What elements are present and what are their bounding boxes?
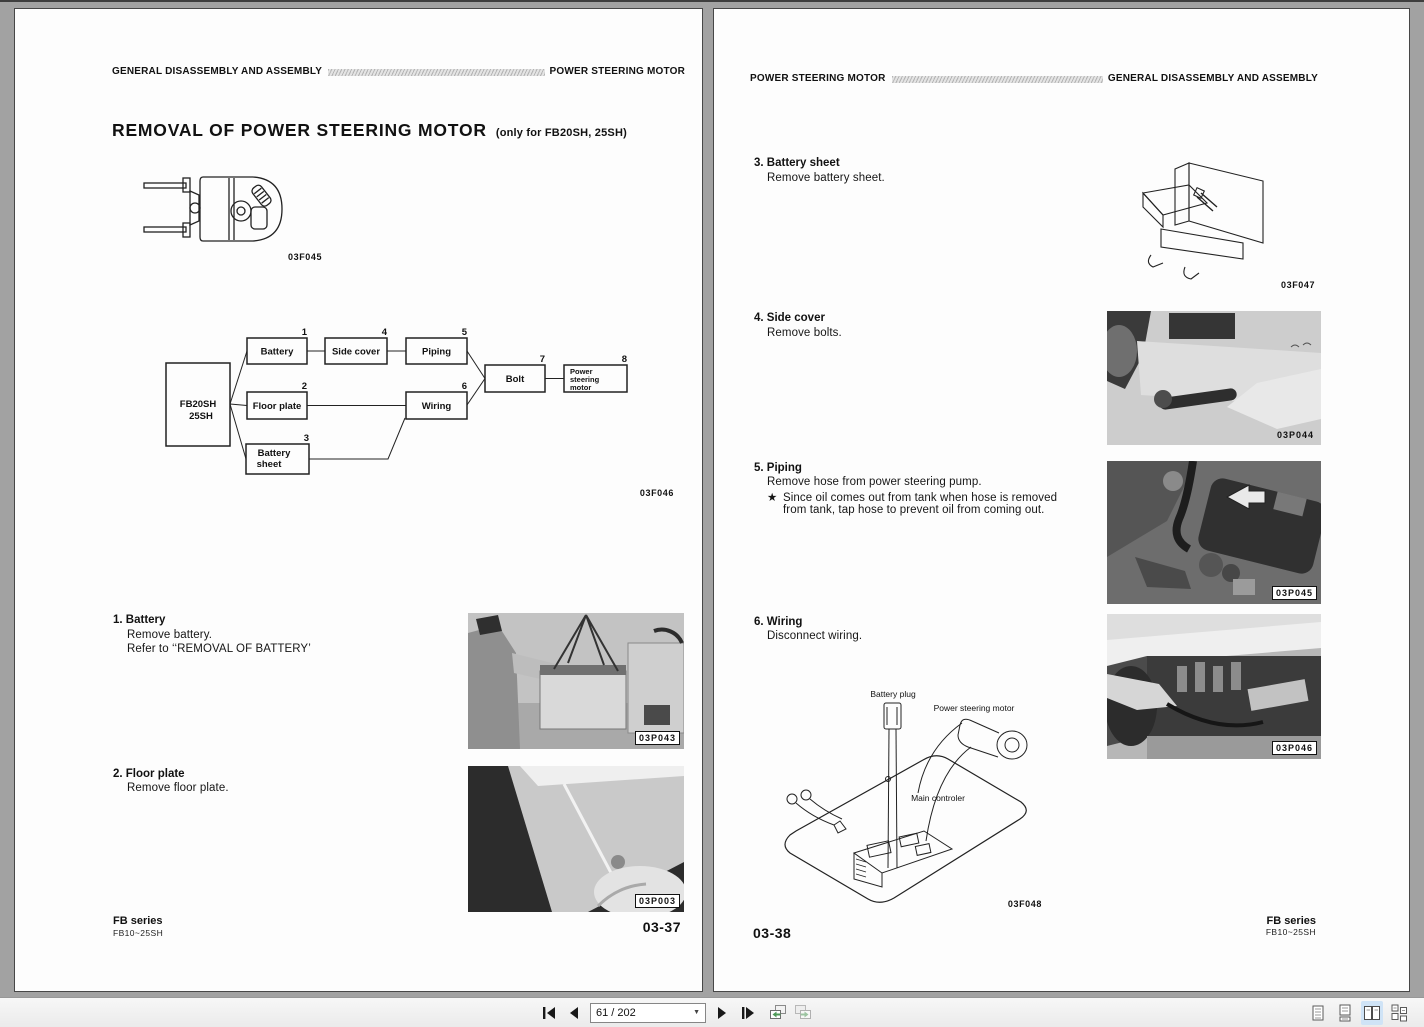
viewer-top-edge	[0, 0, 1424, 2]
flow-node-floor-plate: Floor plate	[252, 401, 302, 412]
header-left-text: GENERAL DISASSEMBLY AND ASSEMBLY	[112, 66, 323, 77]
flow-num-7: 7	[539, 354, 545, 365]
first-page-icon	[542, 1006, 557, 1020]
page-header	[112, 66, 685, 77]
photo-label-03P045: 03P045	[1272, 586, 1317, 600]
diagram-label-controller: Main controler	[911, 793, 965, 803]
section-4-line1: Remove bolts.	[767, 327, 842, 339]
header-right-text: GENERAL DISASSEMBLY AND ASSEMBLY	[1107, 73, 1318, 84]
section-1-heading: 1. Battery	[113, 614, 166, 626]
footer-page-number: 03-37	[642, 919, 681, 935]
header-hatch-band	[892, 76, 1103, 83]
two-page-layout-button[interactable]	[1361, 1001, 1383, 1025]
document-page-left	[14, 8, 703, 992]
flow-node-battery-sheet-line2: sheet	[256, 459, 282, 470]
section-3-line1: Remove battery sheet.	[767, 172, 885, 184]
photo-wiring	[1107, 614, 1321, 759]
footer-page-number: 03-38	[753, 925, 792, 941]
flow-num-2: 2	[301, 381, 307, 392]
footer-series: FB series	[1266, 915, 1316, 927]
header-hatch-band	[328, 69, 544, 76]
photo-art	[1107, 614, 1321, 759]
battery-sheet-drawing	[1131, 159, 1281, 285]
section-5-note-line2: from tank, tap hose to prevent oil from coming out.	[783, 504, 1045, 516]
figure-label-03F048: 03F048	[1007, 899, 1042, 909]
note-star-icon: ★	[767, 492, 778, 504]
flow-node-psm-line1: Power	[570, 367, 593, 376]
figure-label-03F045: 03F045	[288, 252, 323, 262]
page-number-input[interactable]	[596, 1007, 693, 1019]
footer-series: FB series	[113, 915, 163, 927]
flow-root-line2: 25SH	[189, 411, 213, 422]
flow-node-battery: Battery	[260, 346, 294, 358]
next-page-icon	[716, 1006, 728, 1020]
forklift-top-view-drawing	[141, 169, 291, 251]
flow-num-8: 8	[621, 354, 627, 365]
continuous-layout-button[interactable]	[1334, 1001, 1356, 1025]
page-title	[112, 120, 627, 141]
flow-num-4: 4	[381, 327, 387, 338]
header-right-text: POWER STEERING MOTOR	[549, 66, 685, 77]
first-page-button[interactable]	[540, 1004, 558, 1022]
flow-num-3: 3	[303, 433, 309, 444]
previous-view-button[interactable]	[769, 1004, 787, 1022]
diagram-label-motor: Power steering motor	[933, 703, 1015, 713]
section-5-heading: 5. Piping	[754, 462, 802, 474]
single-page-layout-icon	[1309, 1004, 1327, 1022]
footer-models: FB10~25SH	[113, 928, 164, 938]
flow-node-bolt: Bolt	[505, 374, 525, 385]
flow-node-wiring: Wiring	[421, 401, 452, 412]
previous-page-icon	[568, 1006, 580, 1020]
flow-node-psm-line2: steering	[570, 375, 600, 384]
figure-label-03F047: 03F047	[1281, 280, 1316, 290]
disassembly-flowchart	[161, 316, 691, 506]
section-3-heading: 3. Battery sheet	[754, 157, 840, 169]
flow-num-5: 5	[461, 327, 467, 338]
photo-label-03P044: 03P044	[1276, 430, 1314, 440]
section-1-line2: Refer to ‘‘REMOVAL OF BATTERY’	[127, 643, 311, 655]
last-page-icon	[740, 1006, 755, 1020]
page-number-box	[590, 1003, 706, 1023]
photo-piping	[1107, 461, 1321, 604]
next-page-button[interactable]	[713, 1004, 731, 1022]
two-page-layout-icon	[1362, 1004, 1382, 1022]
photo-label-03P046: 03P046	[1272, 741, 1317, 755]
previous-page-button[interactable]	[565, 1004, 583, 1022]
photo-art	[468, 613, 684, 749]
flow-node-psm-line3: motor	[570, 383, 592, 392]
flow-node-side-cover: Side cover	[331, 346, 381, 358]
section-5-note	[767, 490, 1057, 504]
single-page-layout-button[interactable]	[1307, 1001, 1329, 1025]
flow-num-6: 6	[461, 381, 467, 392]
section-5-line1: Remove hose from power steering pump.	[767, 476, 982, 488]
photo-label-03P043: 03P043	[635, 731, 680, 745]
flow-num-1: 1	[301, 327, 307, 338]
figure-label-03F046: 03F046	[639, 488, 674, 498]
section-6-heading: 6. Wiring	[754, 616, 803, 628]
page-title-note: (only for FB20SH, 25SH)	[495, 127, 627, 139]
flow-node-battery-sheet-line1: Battery	[257, 448, 291, 459]
photo-art	[468, 766, 684, 912]
photo-floor-plate	[468, 766, 684, 912]
wiring-diagram	[776, 683, 1046, 911]
photo-art	[1107, 461, 1321, 604]
diagram-label-battery-plug: Battery plug	[870, 689, 916, 699]
section-2-line1: Remove floor plate.	[127, 782, 229, 794]
section-6-line1: Disconnect wiring.	[767, 630, 863, 642]
flow-root-line1: FB20SH	[179, 399, 217, 410]
page-layout-controls	[1307, 998, 1410, 1027]
two-page-continuous-layout-icon	[1389, 1004, 1409, 1022]
page-header	[750, 73, 1318, 84]
photo-side-cover	[1107, 311, 1321, 445]
page-title-text: REMOVAL OF POWER STEERING MOTOR	[112, 120, 487, 140]
photo-battery-removal	[468, 613, 684, 749]
section-4-heading: 4. Side cover	[754, 312, 825, 324]
footer-models: FB10~25SH	[1265, 927, 1316, 937]
section-1-line1: Remove battery.	[127, 629, 213, 641]
previous-view-icon	[769, 1004, 787, 1021]
photo-label-03P003: 03P003	[635, 894, 680, 908]
photo-art	[1107, 311, 1321, 445]
section-5-note-line1: Since oil comes out from tank when hose is removed	[783, 492, 1058, 504]
viewer-toolbar	[0, 997, 1424, 1027]
flow-node-piping: Piping	[421, 346, 452, 358]
next-view-icon	[794, 1004, 812, 1021]
header-left-text: POWER STEERING MOTOR	[750, 73, 886, 84]
next-view-button[interactable]	[794, 1004, 812, 1022]
page-navigation-controls	[540, 998, 812, 1027]
last-page-button[interactable]	[738, 1004, 756, 1022]
document-page-right	[713, 8, 1410, 992]
chevron-down-icon[interactable]: ▼	[693, 1009, 700, 1016]
continuous-layout-icon	[1336, 1004, 1354, 1022]
footer-series-block	[1266, 915, 1316, 937]
two-page-continuous-layout-button[interactable]	[1388, 1001, 1410, 1025]
section-2-heading: 2. Floor plate	[113, 768, 185, 780]
